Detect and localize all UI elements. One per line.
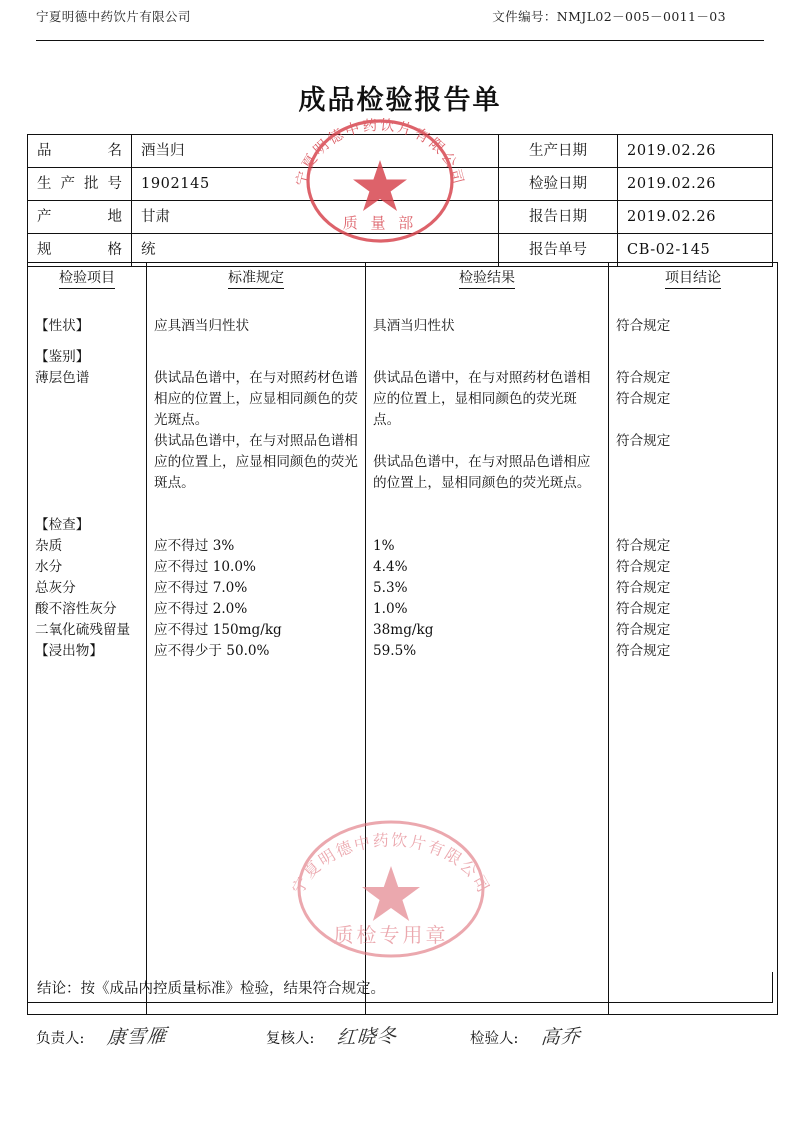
table-row-identification [28,347,778,494]
svg-text:质检专用章: 质检专用章 [333,923,449,947]
conclusion-line: 符合规定 [616,370,671,386]
table-row [28,135,773,168]
info-value-production-date: 2019.02.26 [618,135,773,168]
conclusion-extractives: 符合规定 [609,641,778,662]
item-sulfur-dioxide: 二氧化硫残留量 [28,620,147,641]
item-total-ash: 总灰分 [28,578,147,599]
spacer-cell [28,494,147,515]
signature-inspector [470,1022,581,1049]
signature-label: 检验人: [470,1031,519,1047]
info-label-production-date: 生产日期 [499,135,618,168]
table-filler-row [28,662,778,1015]
result-identification [366,347,609,494]
svg-text:宁夏明德中药饮片有限公司: 宁夏明德中药饮片有限公司 [288,830,494,898]
table-spacer-row [28,494,778,515]
conclusion-sulfur-dioxide: 符合规定 [609,620,778,641]
info-value-report-number: CB-02-145 [618,234,773,267]
item-identification [28,347,147,494]
conclusion-line: 符合规定 [616,433,671,449]
spacer-cell [366,337,609,347]
standard-line: 应的位置上，应显相同颜色的荧光 [154,454,358,470]
result-acid-insoluble-ash: 1.0% [366,599,609,620]
result-total-ash: 5.3% [366,578,609,599]
table-header-row [28,263,778,296]
spacer-cell [609,295,778,316]
table-row-acid-insoluble-ash [28,599,778,620]
signature-reviewer [266,1022,397,1049]
table-row [28,972,773,1003]
info-value-product-name: 酒当归 [132,135,499,168]
standard-line: 相应的位置上，应显相同颜色的荧 [154,391,358,407]
spacer-cell [366,494,609,515]
result-empty [366,515,609,536]
conclusion-impurity: 符合规定 [609,536,778,557]
item-appearance: 【性状】 [28,316,147,337]
standard-identification [147,347,366,494]
table-row-impurity [28,536,778,557]
info-value-origin: 甘肃 [132,201,499,234]
item-identification-heading: 【鉴别】 [35,349,90,365]
document-running-header [36,9,764,41]
result-appearance: 具酒当归性状 [366,316,609,337]
conclusion-identification [609,347,778,494]
inspection-results-table [27,262,778,1015]
conclusion-line: 符合规定 [616,391,671,407]
table-row-check-heading [28,515,778,536]
info-label-inspection-date: 检验日期 [499,168,618,201]
spacer-cell [147,494,366,515]
svg-text:宁夏明德中药饮片有限公司: 宁夏明德中药饮片有限公司 [293,118,467,189]
standard-total-ash: 应不得过 7.0% [147,578,366,599]
result-extractives: 59.5% [366,641,609,662]
standard-extractives: 应不得少于 50.0% [147,641,366,662]
spacer-cell [147,337,366,347]
signature-handwriting: 红晓冬 [336,1024,398,1050]
result-line: 的位置上，显相同颜色的荧光斑点。 [373,475,591,491]
info-label-origin: 产地 [28,201,132,234]
filler-cell [366,662,609,1015]
info-value-report-date: 2019.02.26 [618,201,773,234]
info-value-batch-number: 1902145 [132,168,499,201]
result-impurity: 1% [366,536,609,557]
table-spacer-row [28,295,778,316]
conclusion-acid-insoluble-ash: 符合规定 [609,599,778,620]
conclusion-moisture: 符合规定 [609,557,778,578]
result-line: 应的位置上，显相同颜色的荧光斑点。 [373,391,577,428]
conclusion-table [27,972,773,1003]
conclusion-text: 结论：按《成品内控质量标准》检验，结果符合规定。 [28,972,773,1003]
filler-cell [609,662,778,1015]
signature-handwriting: 康雪雁 [106,1024,168,1050]
spacer-cell [147,295,366,316]
conclusion-appearance: 符合规定 [609,316,778,337]
info-label-batch-number: 生产批号 [28,168,132,201]
column-header-result: 检验结果 [366,263,609,296]
standard-acid-insoluble-ash: 应不得过 2.0% [147,599,366,620]
signature-label: 复核人: [266,1031,315,1047]
result-sulfur-dioxide: 38mg/kg [366,620,609,641]
standard-line: 供试品色谱中，在与对照药材色谱 [154,370,358,386]
result-moisture: 4.4% [366,557,609,578]
item-extractives: 【浸出物】 [28,641,147,662]
standard-empty [147,515,366,536]
item-identification-method: 薄层色谱 [35,370,90,386]
table-row-moisture [28,557,778,578]
conclusion-empty [609,515,778,536]
table-row-appearance [28,316,778,337]
item-moisture: 水分 [28,557,147,578]
standard-line: 供试品色谱中，在与对照品色谱相 [154,433,358,449]
signature-responsible-person [36,1022,167,1049]
info-value-inspection-date: 2019.02.26 [618,168,773,201]
page-title: 成品检验报告单 [298,85,502,116]
table-row-total-ash [28,578,778,599]
column-header-item: 检验项目 [28,263,147,296]
spacer-cell [28,337,147,347]
spacer-cell [366,295,609,316]
standard-line: 斑点。 [154,475,195,491]
info-value-specification: 统 [132,234,499,267]
filler-cell [28,662,147,1015]
item-check-heading: 【检查】 [28,515,147,536]
spacer-cell [609,494,778,515]
table-row-sulfur-dioxide [28,620,778,641]
standard-line: 光斑点。 [154,412,209,428]
standard-moisture: 应不得过 10.0% [147,557,366,578]
header-document-number: 文件编号：NMJL02－005－0011－03 [492,9,726,24]
table-spacer-row [28,337,778,347]
signature-row [30,1016,770,1066]
info-label-specification: 规格 [28,234,132,267]
signature-handwriting: 高乔 [540,1025,582,1049]
signature-label: 负责人: [36,1031,85,1047]
standard-appearance: 应具酒当归性状 [147,316,366,337]
product-info-table [27,134,773,267]
info-label-product-name: 品名 [28,135,132,168]
table-row [28,168,773,201]
conclusion-total-ash: 符合规定 [609,578,778,599]
standard-sulfur-dioxide: 应不得过 150mg/kg [147,620,366,641]
filler-cell [147,662,366,1015]
spacer-cell [28,295,147,316]
header-company-name: 宁夏明德中药饮片有限公司 [36,9,191,24]
result-line: 供试品色谱中，在与对照药材色谱相 [373,370,591,386]
item-impurity: 杂质 [28,536,147,557]
svg-text:质 量 部: 质 量 部 [342,214,418,232]
column-header-conclusion: 项目结论 [609,263,778,296]
table-row-extractives [28,641,778,662]
table-row [28,201,773,234]
spacer-cell [609,337,778,347]
column-header-standard: 标准规定 [147,263,366,296]
result-line: 供试品色谱中，在与对照品色谱相应 [373,454,591,470]
item-acid-insoluble-ash: 酸不溶性灰分 [28,599,147,620]
info-label-report-date: 报告日期 [499,201,618,234]
standard-impurity: 应不得过 3% [147,536,366,557]
info-label-report-number: 报告单号 [499,234,618,267]
